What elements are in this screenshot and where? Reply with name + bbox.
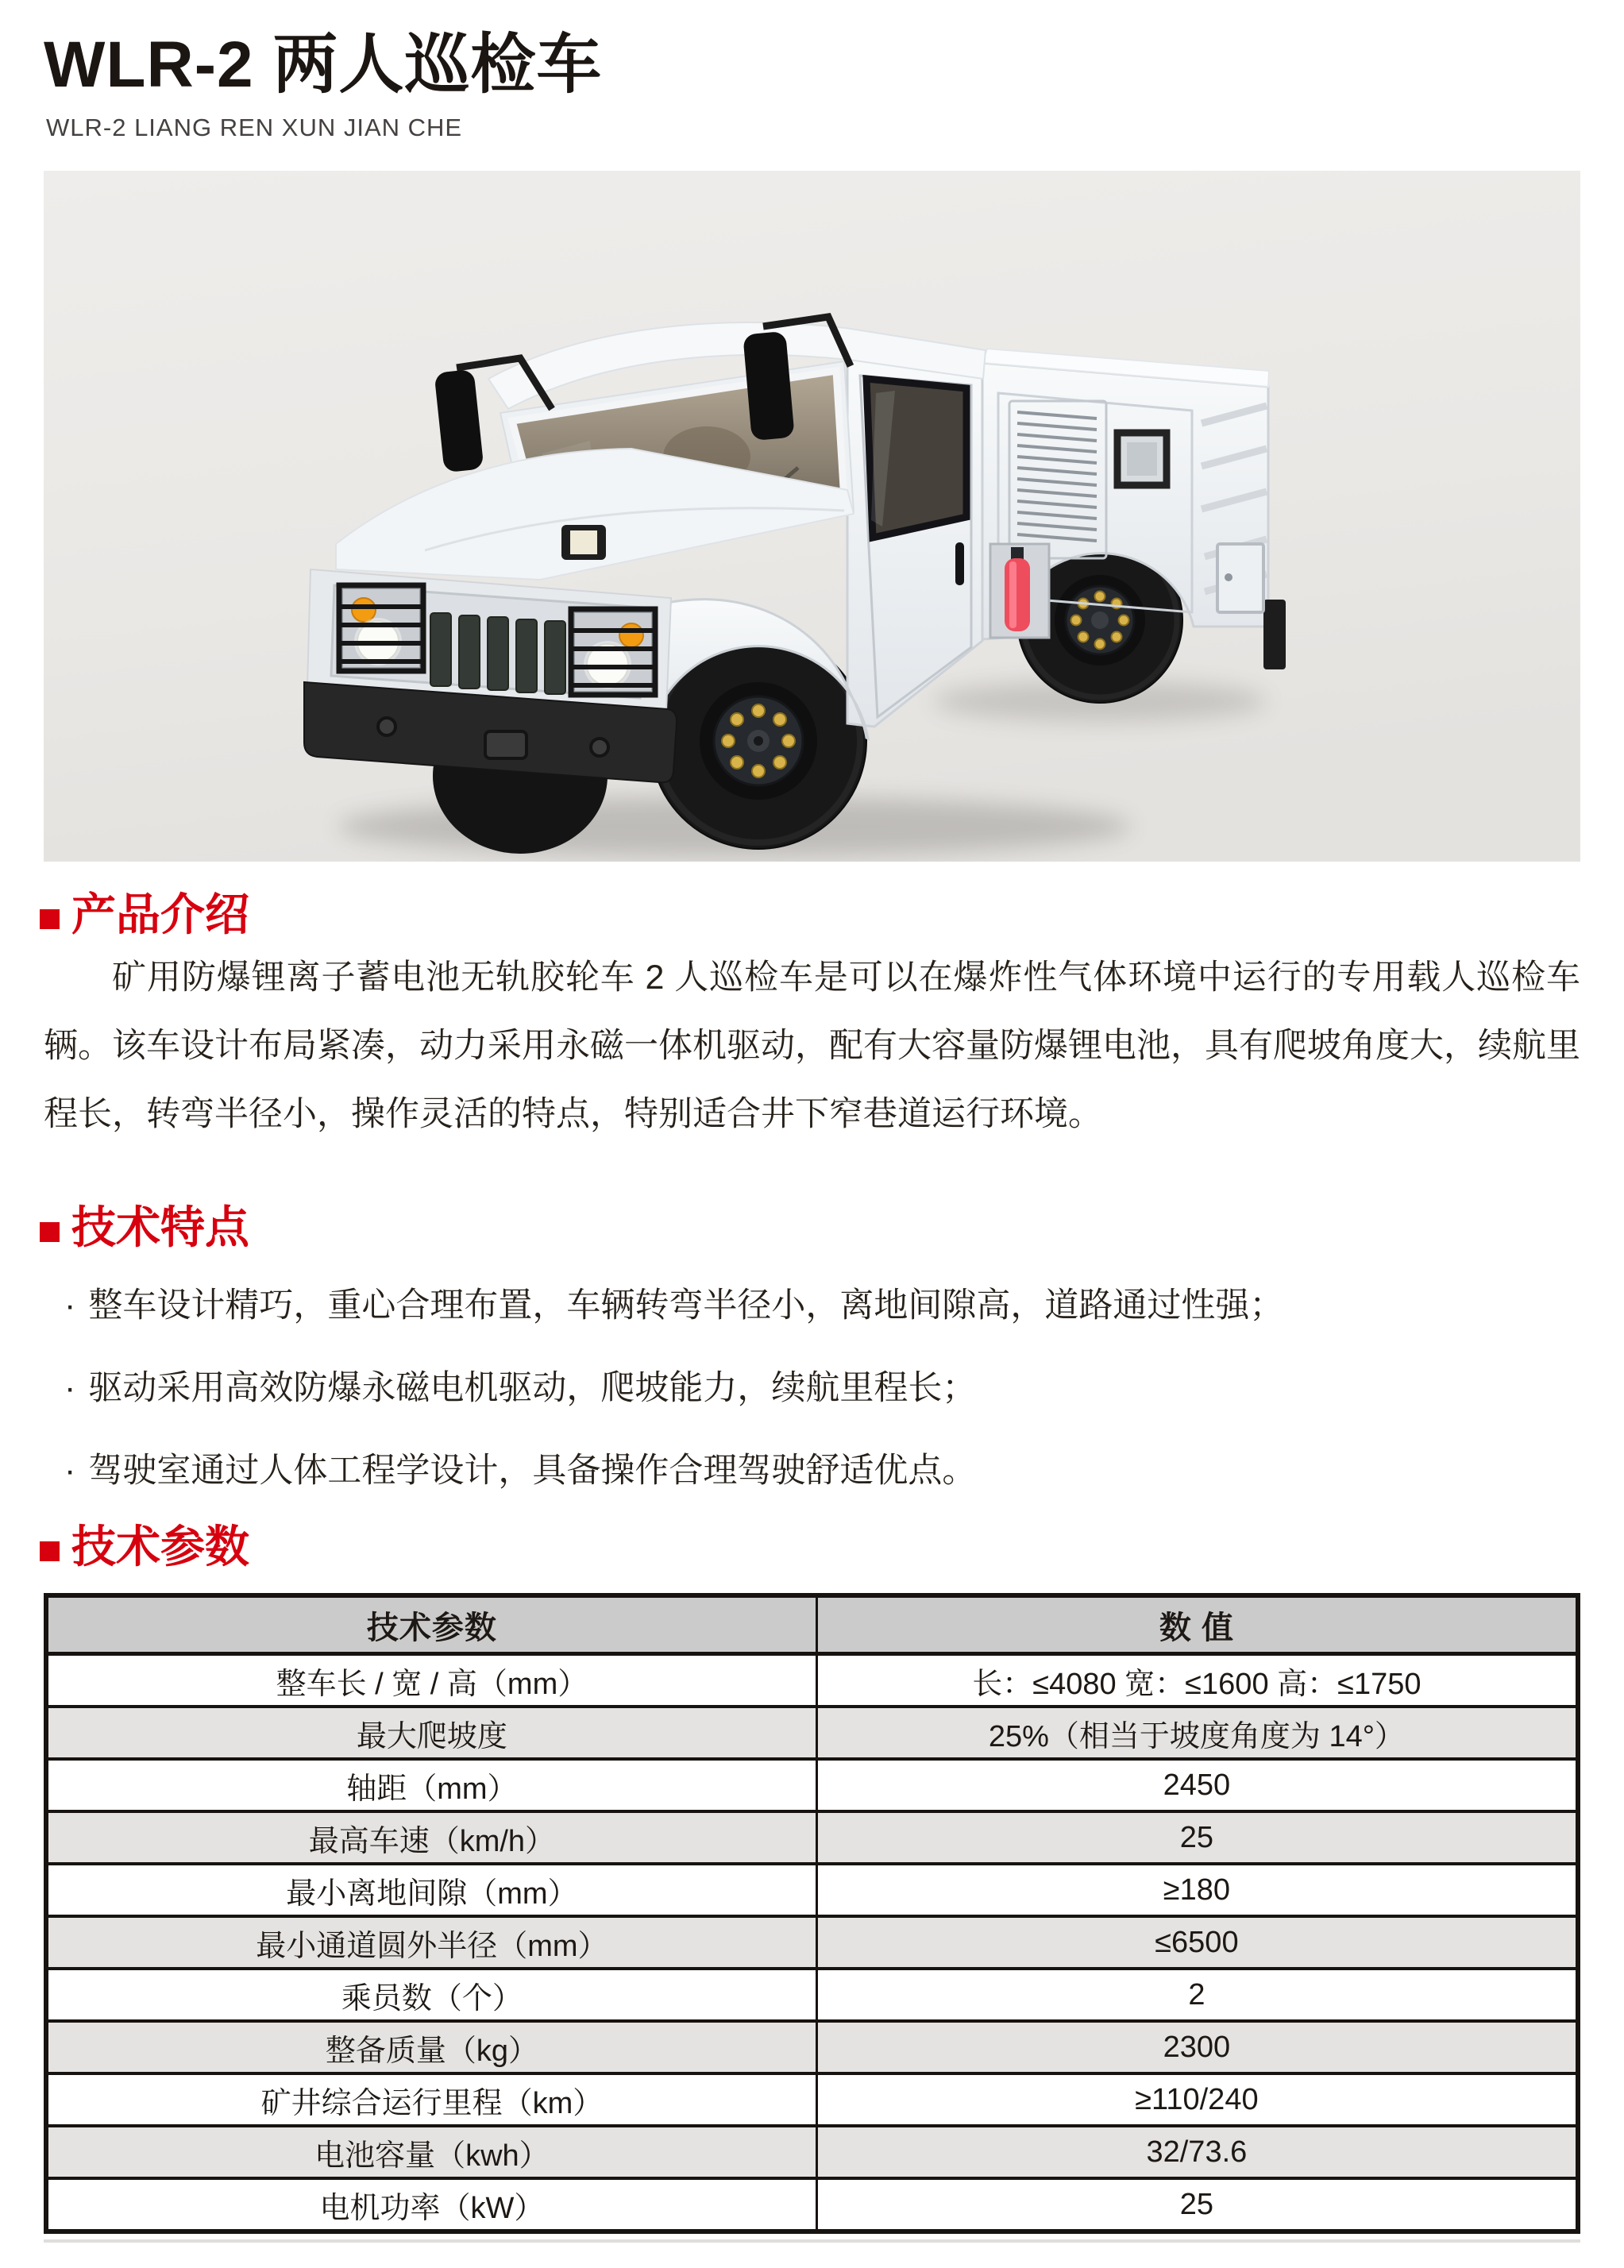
page-title: WLR-2 两人巡检车 [44, 29, 603, 101]
headlight-left [339, 585, 423, 671]
param-cell: 轴距（mm） [46, 1759, 816, 1811]
column-header-value: 数 值 [816, 1595, 1578, 1654]
table-header-row [46, 1595, 1578, 1654]
table-row [46, 1811, 1578, 1864]
value-cell: ≤6500 [816, 1916, 1578, 1969]
table-row [46, 1969, 1578, 2021]
table-row [46, 2073, 1578, 2126]
door-handle [955, 542, 964, 585]
param-cell: 最小通道圆外半径（mm） [46, 1916, 816, 1969]
feature-text: 驱动采用高效防爆永磁电机驱动，爬坡能力，续航里程长； [88, 1369, 977, 1407]
feature-item [44, 1264, 1580, 1347]
page-subtitle: WLR-2 LIANG REN XUN JIAN CHE [46, 114, 463, 141]
table-row [46, 1654, 1578, 1707]
value-cell: 25%（相当于坡度角度为 14°） [816, 1707, 1578, 1759]
middle-dot-bullet: · [64, 1369, 76, 1407]
section-heading-features [40, 1202, 249, 1253]
feature-item [44, 1347, 1580, 1429]
box-access-window [1117, 433, 1167, 485]
spec-table-container [44, 1593, 1580, 2234]
table-row [46, 2021, 1578, 2073]
param-cell: 最大爬坡度 [46, 1707, 816, 1759]
middle-dot-bullet: · [64, 1452, 76, 1490]
product-render [44, 171, 1580, 862]
value-cell: 长：≤4080 宽：≤1600 高：≤1750 [816, 1654, 1578, 1707]
feature-item [44, 1429, 1580, 1512]
value-cell: 32/73.6 [816, 2126, 1578, 2178]
middle-dot-bullet: · [64, 1286, 76, 1325]
table-row [46, 2178, 1578, 2231]
param-cell: 整备质量（kg） [46, 2021, 816, 2073]
red-square-bullet-icon [40, 1541, 60, 1561]
param-cell: 最小离地间隙（mm） [46, 1864, 816, 1916]
fire-extinguisher [990, 544, 1049, 638]
section-heading-features-label: 技术特点 [71, 1202, 249, 1252]
value-cell: ≥110/240 [816, 2073, 1578, 2126]
headlight-right [571, 609, 655, 695]
section-heading-specs [40, 1522, 249, 1572]
feature-text: 驾驶室通过人体工程学设计，具备操作合理驾驶舒适优点。 [88, 1452, 977, 1490]
value-cell: 25 [816, 2178, 1578, 2231]
rear-hatch [1217, 544, 1263, 612]
param-cell: 整车长 / 宽 / 高（mm） [46, 1654, 816, 1707]
table-row [46, 2126, 1578, 2178]
section-heading-specs-label: 技术参数 [71, 1522, 249, 1572]
table-bottom-shadow [44, 2239, 1580, 2243]
turn-signal-right [619, 623, 643, 647]
features-list [44, 1264, 1580, 1512]
value-cell: 2 [816, 1969, 1578, 2021]
param-cell: 最高车速（km/h） [46, 1811, 816, 1864]
table-row [46, 1759, 1578, 1811]
intro-paragraph: 矿用防爆锂离子蓄电池无轨胶轮车 2 人巡检车是可以在爆炸性气体环境中运行的专用载人巡检车辆。该车设计布局紧凑，动力采用永磁一体机驱动，配有大容量防爆锂电池，具有爬坡角度大，续航里程长，转弯半径小，操作灵活的特点，特别适合井下窄巷道运行环境。 [44, 958, 1580, 1133]
red-square-bullet-icon [40, 1222, 60, 1242]
vehicle-illustration [44, 171, 1580, 862]
value-cell: 25 [816, 1811, 1578, 1864]
value-cell: 2450 [816, 1759, 1578, 1811]
param-cell: 电池容量（kwh） [46, 2126, 816, 2178]
param-cell: 乘员数（个） [46, 1969, 816, 2021]
column-header-parameter: 技术参数 [46, 1595, 816, 1654]
table-row [46, 1864, 1578, 1916]
section-heading-intro-label: 产品介绍 [71, 889, 249, 939]
param-cell: 电机功率（kW） [46, 2178, 816, 2231]
table-row [46, 1707, 1578, 1759]
value-cell: 2300 [816, 2021, 1578, 2073]
feature-text: 整车设计精巧，重心合理布置，车辆转弯半径小，离地间隙高，道路通过性强； [88, 1286, 1284, 1325]
param-cell: 矿井综合运行里程（km） [46, 2073, 816, 2126]
turn-signal-left [352, 598, 376, 622]
table-row [46, 1916, 1578, 1969]
value-cell: ≥180 [816, 1864, 1578, 1916]
red-square-bullet-icon [40, 909, 60, 929]
grille-slots [430, 613, 565, 694]
rear-mudflap [1263, 600, 1286, 669]
spec-table [44, 1593, 1580, 2234]
section-heading-intro [40, 889, 249, 940]
